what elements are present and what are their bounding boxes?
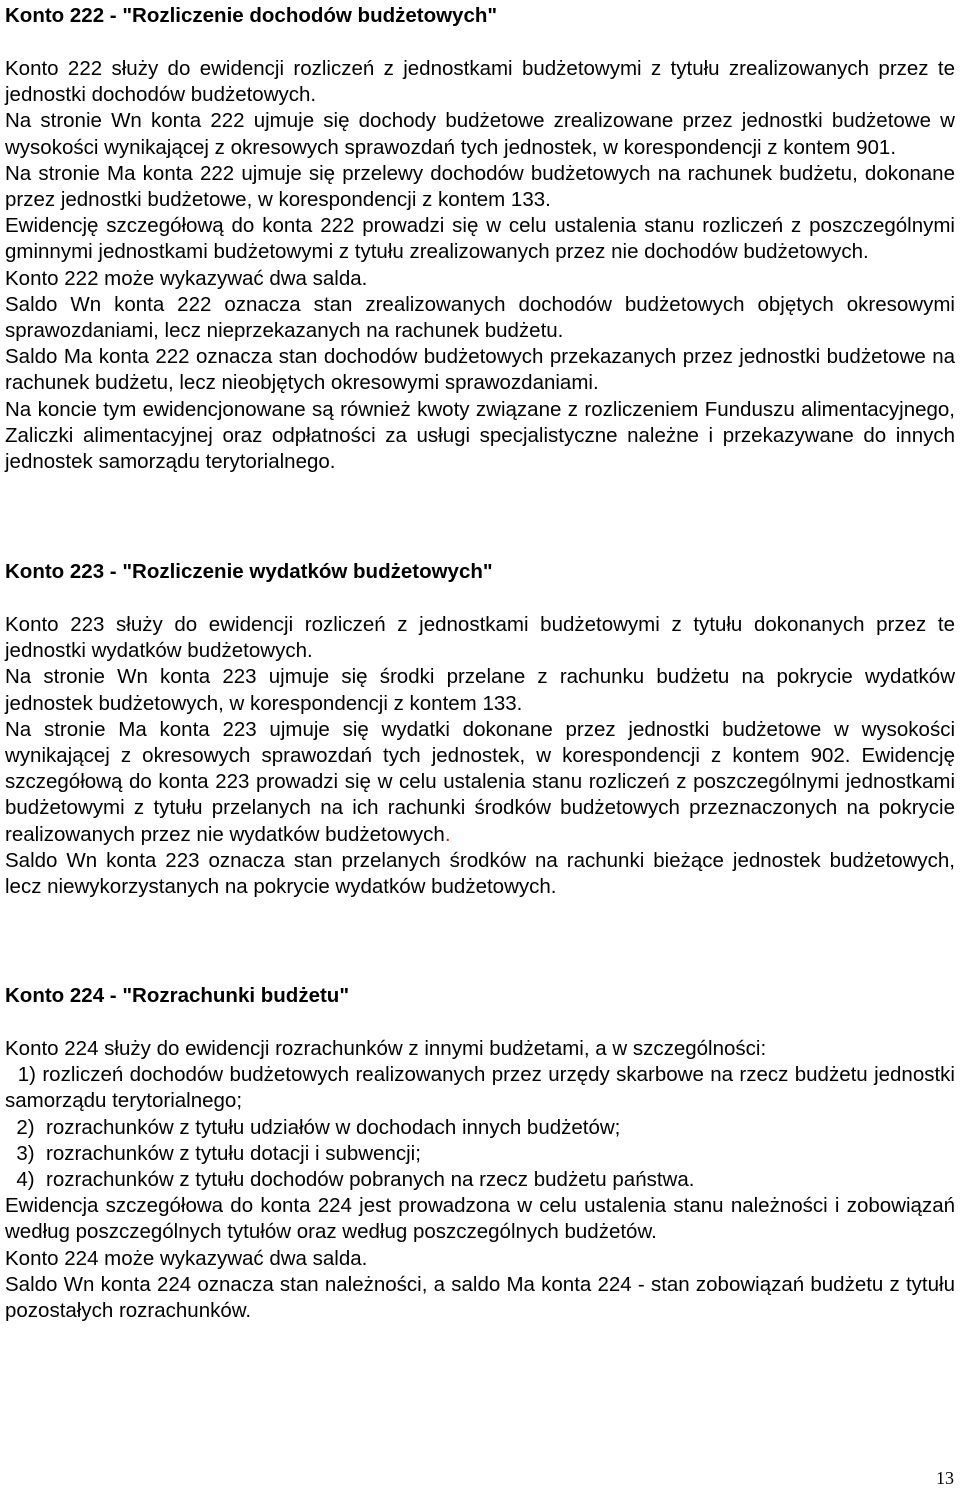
paragraph: Konto 224 może wykazywać dwa salda.	[5, 1246, 368, 1270]
list-number: 3)	[16, 1141, 35, 1165]
paragraph: Saldo Wn konta 222 oznacza stan zrealizowanych dochodów budżetowych objętych okresowymi sprawozdaniami, lecz nieprzekazanych na rachunek budżetu.	[5, 292, 955, 343]
list-text: rozrachunków z tytułu dochodów pobranych na rzecz budżetu państwa.	[46, 1168, 695, 1192]
paragraph: Konto 222 służy do ewidencji rozliczeń z jednostkami budżetowymi z tytułu zrealizowanych przez te jednostki dochodów budżetowych.	[5, 57, 955, 107]
list-text: rozliczeń dochodów budżetowych realizowanych przez urzędy skarbowe na rzecz budżetu jednostki samorządu terytorialnego;	[5, 1063, 955, 1113]
paragraph: Saldo Ma konta 222 oznacza stan dochodów budżetowych przekazanych przez jednostki budżetowe na rachunek budżetu, lecz nieobjętych okresowymi sprawozdaniami.	[5, 345, 955, 395]
page-number: 13	[936, 1468, 954, 1488]
list-item	[5, 1141, 955, 1167]
section-heading: Konto 223 - "Rozliczenie wydatków budżetowych"	[5, 560, 493, 583]
list-text: rozrachunków z tytułu udziałów w dochodach innych budżetów;	[46, 1115, 621, 1139]
list-item	[5, 1115, 955, 1141]
list-number: 1)	[17, 1063, 36, 1087]
paragraph: Na stronie Ma konta 222 ujmuje się przelewy dochodów budżetowych na rachunek budżetu, dokonane przez jednostki budżetowe, w korespondencji z kontem 133.	[5, 161, 955, 212]
paragraph	[5, 717, 955, 848]
list-item	[5, 1167, 955, 1193]
paragraph: Saldo Wn konta 224 oznacza stan należności, a saldo Ma konta 224 - stan zobowiązań budżetu z tytułu pozostałych rozrachunków.	[5, 1272, 955, 1323]
paragraph: Konto 223 służy do ewidencji rozliczeń z jednostkami budżetowymi z tytułu dokonanych przez te jednostki wydatków budżetowych.	[5, 613, 955, 663]
paragraph: Na stronie Wn konta 223 ujmuje się środki przelane z rachunku budżetu na pokrycie wydatków jednostek budżetowych, w korespondencji z kontem 133.	[5, 665, 955, 715]
list-number: 2)	[16, 1115, 35, 1139]
red-period: .	[444, 822, 451, 846]
section-heading: Konto 222 - "Rozliczenie dochodów budżetowych"	[5, 4, 498, 27]
paragraph: Ewidencję szczegółową do konta 222 prowadzi się w celu ustalenia stanu rozliczeń z poszczególnymi gminnymi jednostkami budżetowymi z tytułu zrealizowanych przez nie dochodów budżetowych.	[5, 214, 955, 264]
paragraph: Konto 222 może wykazywać dwa salda.	[5, 266, 368, 290]
paragraph-text: Na stronie Ma konta 223 ujmuje się wydatki dokonane przez jednostki budżetowe w wysokości wynikającej z okresowych sprawozdań tych jednostek, w korespondencji z kontem 902. Ewidencję szczegółową do konta 223 prowadzi się w celu ustalenia stanu rozliczeń z poszczególnymi jednostkami budżetowymi z tytułu przelanych na ich rachunki środków budżetowych przeznaczonych na pokrycie realizowanych przez nie wydatków budżetowych	[5, 717, 955, 846]
list-item	[5, 1062, 955, 1114]
section-konto-222	[5, 3, 955, 475]
list-number: 4)	[16, 1168, 35, 1192]
paragraph: Na stronie Wn konta 222 ujmuje się dochody budżetowe zrealizowane przez jednostki budżetowe w wysokości wynikającej z okresowych sprawozdań tych jednostek, w korespondencji z kontem 901.	[5, 109, 955, 159]
paragraph: Na koncie tym ewidencjonowane są również kwoty związane z rozliczeniem Funduszu alimentacyjnego, Zaliczki alimentacyjnej oraz odpłatności za usługi specjalistyczne należne i przekazywane do innych jednostek samorządu terytorialnego.	[5, 397, 955, 474]
list-text: rozrachunków z tytułu dotacji i subwencji;	[46, 1141, 421, 1165]
section-konto-223	[5, 559, 955, 900]
paragraph: Konto 224 służy do ewidencji rozrachunków z innymi budżetami, a w szczególności:	[5, 1037, 767, 1060]
paragraph: Ewidencja szczegółowa do konta 224 jest prowadzona w celu ustalenia stanu należności i zobowiązań według poszczególnych tytułów oraz według poszczególnych budżetów.	[5, 1194, 955, 1244]
paragraph: Saldo Wn konta 223 oznacza stan przelanych środków na rachunki bieżące jednostek budżetowych, lecz niewykorzystanych na pokrycie wydatków budżetowych.	[5, 848, 955, 899]
section-heading: Konto 224 - "Rozrachunki budżetu"	[5, 984, 350, 1007]
section-konto-224	[5, 983, 955, 1324]
